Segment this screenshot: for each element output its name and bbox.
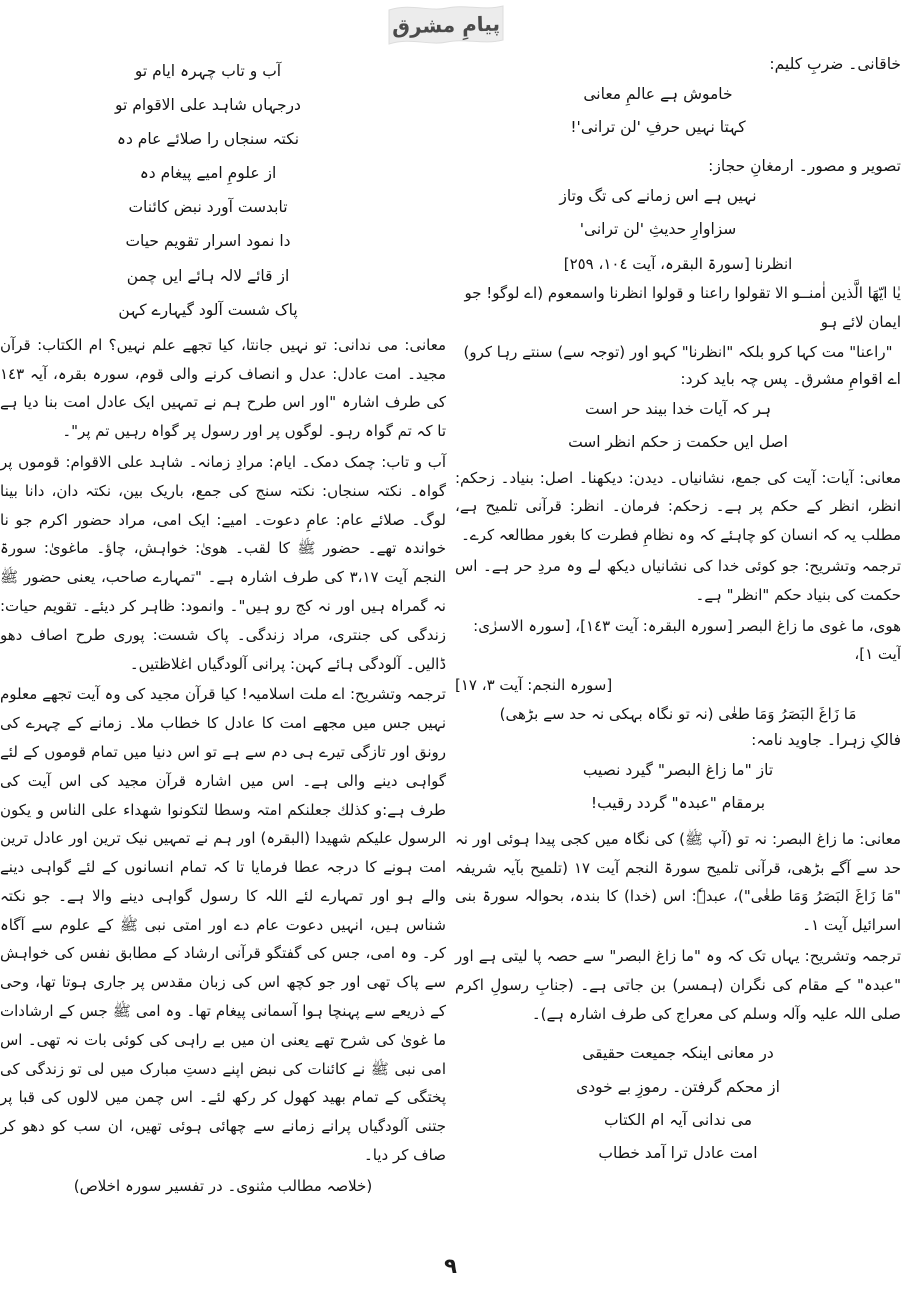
- verse-line: پاک شست آلود گیہارے کہن: [118, 300, 298, 319]
- verse-block-5: [455, 1037, 901, 1170]
- page-number: ٩: [444, 1254, 457, 1278]
- verse-line: کہتا نہیں حرفِ 'لن ترانی'!: [570, 118, 746, 137]
- verse-line: از علومِ امیے پیغام دہ: [139, 164, 277, 183]
- quran-references-line-1: ھوی، ما غوی ما زاغ البصر [سورہ البقرہ: آیت ١٤٣]، [سورہ الاسرٰی: آیت ١]،: [473, 616, 901, 664]
- verse-line: اصل ایں حکمت ز حکم انظر است: [568, 433, 788, 452]
- verse-line: تاز "ما زاغ البصر" گیرد نصیب: [582, 761, 774, 780]
- verse-line: برمقام "عبدہ" گردد رقیب!: [590, 794, 766, 813]
- meanings-section-1: معانی: آیات: آیت کی جمع، نشانیاں۔ دیدن: دیکھنا۔ اصل: بنیاد۔ زحکم: انظر، انظر کے حکم پر ہے۔ زحکم: فرمان۔ انظر: قرآنی تلمیح ہے، مطلب یہ کہ انسان کو چاہئے کہ وہ نظامِ فطرت کا بغور مطالعہ کرے۔: [455, 468, 901, 545]
- translation-section-1: ترجمہ وتشریح: جو کوئی خدا کی نشانیاں دیکھ لے وہ مردِ حر ہے۔ اس حکمت کی بنیاد حکم "انظر" ہے۔: [455, 556, 901, 604]
- meanings-section-left-1: معانی: می ندانی: تو نہیں جانتا، کیا تجھے علم نہیں؟ ام الکتاب: قرآن مجید۔ امت عادل: عدل و انصاف کرنے والی قوم، سورہ بقرہ، آیہ ١٤٣ کی طرف اشارہ "اور اس طرح ہم نے تمہیں ایک عادل امت بنا دیا ہے تا کہ تم گواہ رہو۔ لوگوں پر اور رسول پر گواہ رہیں تم پر"۔: [0, 335, 446, 441]
- verse-line: نکتہ سنجاں را صلائے عام دہ: [116, 130, 300, 149]
- source-heading-khaqani: خاقانی۔ ضربِ کلیم:: [769, 55, 901, 73]
- meanings-section-2: معانی: ما زاغ البصر: نہ تو (آپ ﷺ) کی نگاہ میں کجی پیدا ہوئی اور نہ حد سے آگے بڑھی، قرآنی تلمیح سورۃ النجم آیت ١٧ (تلمیح بآیہ شریفہ "مَا زَاغَ البَصَرُ وَمَا طغٰی")، عبدہٗ: اس (خدا) کا بندہ، بحوالہ سورۃ بنی اسرائیل آیت ١۔: [455, 829, 901, 935]
- verse-block-top-left: [0, 54, 446, 327]
- verse-block-1: [455, 78, 901, 145]
- verse-line: در معانی اینکہ جمیعت حقیقی: [582, 1044, 774, 1063]
- verse-line: از محکم گرفتن۔ رموزِ بے خودی: [576, 1077, 780, 1096]
- arabic-verse-line-1: یٰا ایّھَا الَّذین اٰمنــو الا تقولوا راعنا و قولوا انظرنا واسمعوم (اے لوگو! جو ایمان لائے ہو: [464, 283, 901, 331]
- meanings-section-left-2: آب و تاب: چمک دمک۔ ایام: مرادِ زمانہ۔ شاہد علی الاقوام: قوموں پر گواہ۔ نکتہ سنجاں: نکتہ سنج کی جمع، باریک بین، نکتہ دان، دانا بینا لوگ۔ صلائے عام: عامِ دعوت۔ امیے: ایک امی، مراد حضور اکرم جو نا خواندہ تھے۔ حضور ﷺ کا لقب۔ ھویٰ: خواہش، چاؤ۔ ماغویٰ: سورۃ النجم آیت ٣،١٧ کی طرف اشارہ ہے۔ "تمہارے صاحب، یعنی حضور ﷺ نہ گمراہ ہیں اور نہ کج رو ہیں"۔ وانمود: ظاہر کر دیئے۔ تقویم حیات: زندگی کی جنتری، مراد زندگی۔ پاک شست: پوری طرح اصاف دھو ڈالیں۔ آلودگی ہائے کہن: پرانی آلودگیاں اغلاظتیں۔: [0, 452, 446, 673]
- translation-section-left: ترجمہ وتشریح: اے ملت اسلامیہ! کیا قرآن مجید کی وہ آیت تجھے معلوم نہیں جس میں مجھے امت کا عادل کا خطاب ملا۔ زمانے کے چہرے کی رونق اور تازگی تیرے ہی دم سے ہے تو اس دنیا میں تمام قوموں کے لئے گواہی دینے والی ہے۔ اس میں اشارہ قرآن مجید کی اس آیت کی طرف ہے:و کذلك جعلنكم امتہ وسطا لتكونوا شھداء علی الناس و يكون الرسول عليكم شھيدا (البقرہ) اور ہم نے تمہیں نیک ترین اور عادل ترین امت ہونے کا درجہ عطا فرمایا تا کہ تمام انسانوں کے لئے گواہی دینے والے ہو اور تمہارے لئے اللہ کا رسول گواہی دینے والا ہے۔ جو نکتہ شناس ہیں، انہیں دعوت عام دے اور امتی نبی ﷺ کے علوم سے آگاہ کر۔ وہ امی، جس کی گفتگو قرآنی ارشاد کے مطابق نفس کی خواہش سے پاک تھی اور جو کچھ اس کی زبان مقدس پر جاری ہوتا تھا، وحی کے ذریعے سے پہنچا ہوا آسمانی پیغام تھا۔ وہ امی ﷺ جس کے ارشادات ما غویٰ کی شرح تھے یعنی ان میں بے راہی کی کوئی بات نہ تھی۔ اس امی نبی ﷺ نے کائنات کی نبض اپنے دستِ مبارک میں لی تو زندگی کی پختگی کے تمام بھید کھول کر رکھ لئے۔ اس چمن میں لالوں کی قبا پر جتنی آلودگیاں پرانے زمانے سے چھائی ہوئی تھیں، ان سب کو دھو کر صاف کر دیا۔: [0, 685, 446, 1165]
- verse-block-3: [455, 393, 901, 460]
- spacer: [455, 1030, 901, 1035]
- verse-line: ہر کہ آیات خدا بیند حر است: [584, 399, 772, 418]
- verse-line: از قائے لالہ ہائے ایں چمن: [126, 266, 290, 285]
- verse-line: می ندانی آیہ ام الکتاب: [603, 1110, 753, 1129]
- closing-note: (خلاصہ مطالب مثنوی۔ در تفسیر سورہ اخلاص): [73, 1176, 373, 1195]
- banner-title-text: پیامِ مشرق: [391, 11, 501, 39]
- verse-line: درجہاں شاہد علی الاقوام تو: [115, 96, 301, 115]
- source-heading-armaghan: تصویر و مصور۔ ارمغانِ حجاز:: [708, 156, 901, 175]
- verse-line: نہیں ہے اس زمانے کی تگ وتاز: [559, 186, 757, 205]
- title-banner: [385, 2, 507, 48]
- verse-line: امت عادل ترا آمد خطاب: [598, 1144, 758, 1163]
- page-body: [0, 52, 901, 1237]
- verse-line: تابدست آورد نبض کائنات: [128, 198, 288, 217]
- arabic-quote-line: مَا زَاغَ البَصَرُ وَمَا طغٰی (نہ تو نگاہ بہکی نہ حد سے بڑھی): [499, 704, 857, 723]
- verse-line: آب و تاب چہرہ ایام تو: [134, 62, 282, 80]
- verse-block-4: [455, 754, 901, 821]
- right-column: [451, 52, 901, 1237]
- verse-line: دا نمود اسرار تقویم حیات: [125, 232, 291, 251]
- verse-line: خاموش ہے عالمِ معانی: [583, 85, 733, 104]
- source-heading-javidnama: فالکِ زہرا۔ جاوید نامہ:: [751, 731, 901, 750]
- left-column: [0, 52, 450, 1237]
- verse-block-2: [455, 180, 901, 247]
- quran-references-line-2: [سورہ النجم: آیت ٣، ١٧]: [455, 676, 613, 695]
- verse-line: سزاوارِ حدیثِ 'لن ترانی': [579, 219, 737, 238]
- page-header: [0, 0, 901, 52]
- translation-section-2: ترجمہ وتشریح: یہاں تک کہ وہ "ما زاغ البصر" سے حصہ پا لیتی ہے اور "عبدہ" کے مقام کی نگران (ہمسر) بن جاتی ہے۔ (جنابِ رسولِ اکرم صلی اللہ علیہ وآلہ وسلم کی معراج کی طرف اشارہ ہے)۔: [455, 946, 901, 1023]
- quran-reference: انظرنا [سورۃ البقرہ، آیت ١٠٤، ٢٥٩]: [563, 255, 793, 274]
- persian-source-heading: اے اقوامِ مشرق۔ پس چہ باید کرد:: [680, 369, 901, 388]
- arabic-verse-line-2: "راعنا" مت کہا کرو بلکہ "انظرنا" کہو اور (توجہ سے) سنتے رہا کرو): [463, 343, 893, 362]
